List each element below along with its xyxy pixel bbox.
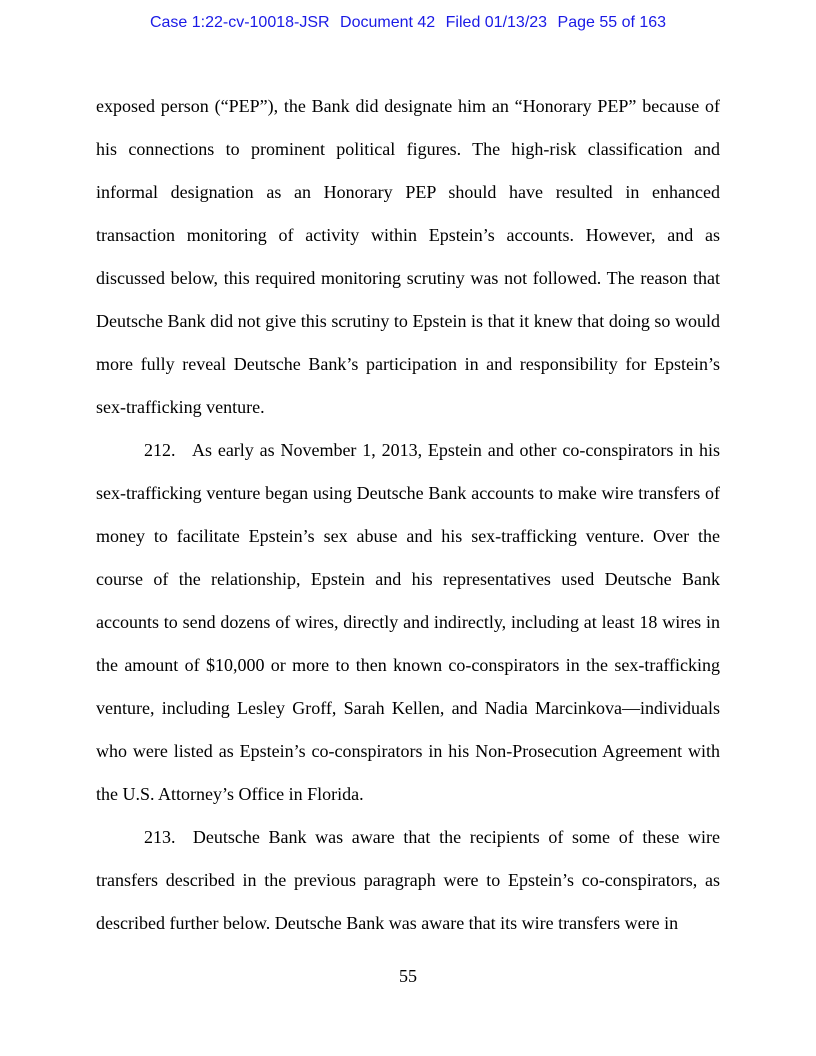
paragraph-number: 213.	[144, 827, 176, 847]
paragraph-212	[96, 429, 720, 816]
paragraph-text: As early as November 1, 2013, Epstein and other co-conspirators in his sex-trafficking venture began using Deutsche Bank accounts to make wire transfers of money to facilitate Epstein’s sex abuse and his sex-trafficking venture. Over the course of the relationship, Epstein and his representatives used Deutsche Bank accounts to send dozens of wires, directly and indirectly, including at least 18 wires in the amount of $10,000 or more to then known co-conspirators in the sex-trafficking venture, including Lesley Groff, Sarah Kellen, and Nadia Marcinkova—individuals who were listed as Epstein’s co-conspirators in his Non-Prosecution Agreement with the U.S. Attorney’s Office in Florida.	[96, 440, 720, 804]
paragraph-213	[96, 816, 720, 945]
paragraph-text: exposed person (“PEP”), the Bank did designate him an “Honorary PEP” because of his connections to prominent political figures. The high-risk classification and informal designation as an Honorary PEP should have resulted in enhanced transaction monitoring of activity within Epstein’s accounts. However, and as discussed below, this required monitoring scrutiny was not followed. The reason that Deutsche Bank did not give this scrutiny to Epstein is that it knew that doing so would more fully reveal Deutsche Bank’s participation in and responsibility for Epstein’s sex-trafficking venture.	[96, 96, 720, 417]
document-number: Document 42	[340, 14, 436, 31]
document-body	[96, 85, 720, 945]
case-header	[0, 14, 816, 32]
paragraph-number: 212.	[144, 440, 176, 460]
filed-date: Filed 01/13/23	[445, 14, 548, 31]
case-number: Case 1:22-cv-10018-JSR	[149, 14, 330, 31]
page-count: Page 55 of 163	[557, 14, 667, 31]
paragraph-text: Deutsche Bank was aware that the recipients of some of these wire transfers described in the previous paragraph were to Epstein’s co-conspirators, as described further below. Deutsche Bank was aware that its wire transfers were in	[96, 827, 721, 933]
paragraph-continued	[96, 85, 720, 429]
page-number: 55	[399, 966, 417, 986]
